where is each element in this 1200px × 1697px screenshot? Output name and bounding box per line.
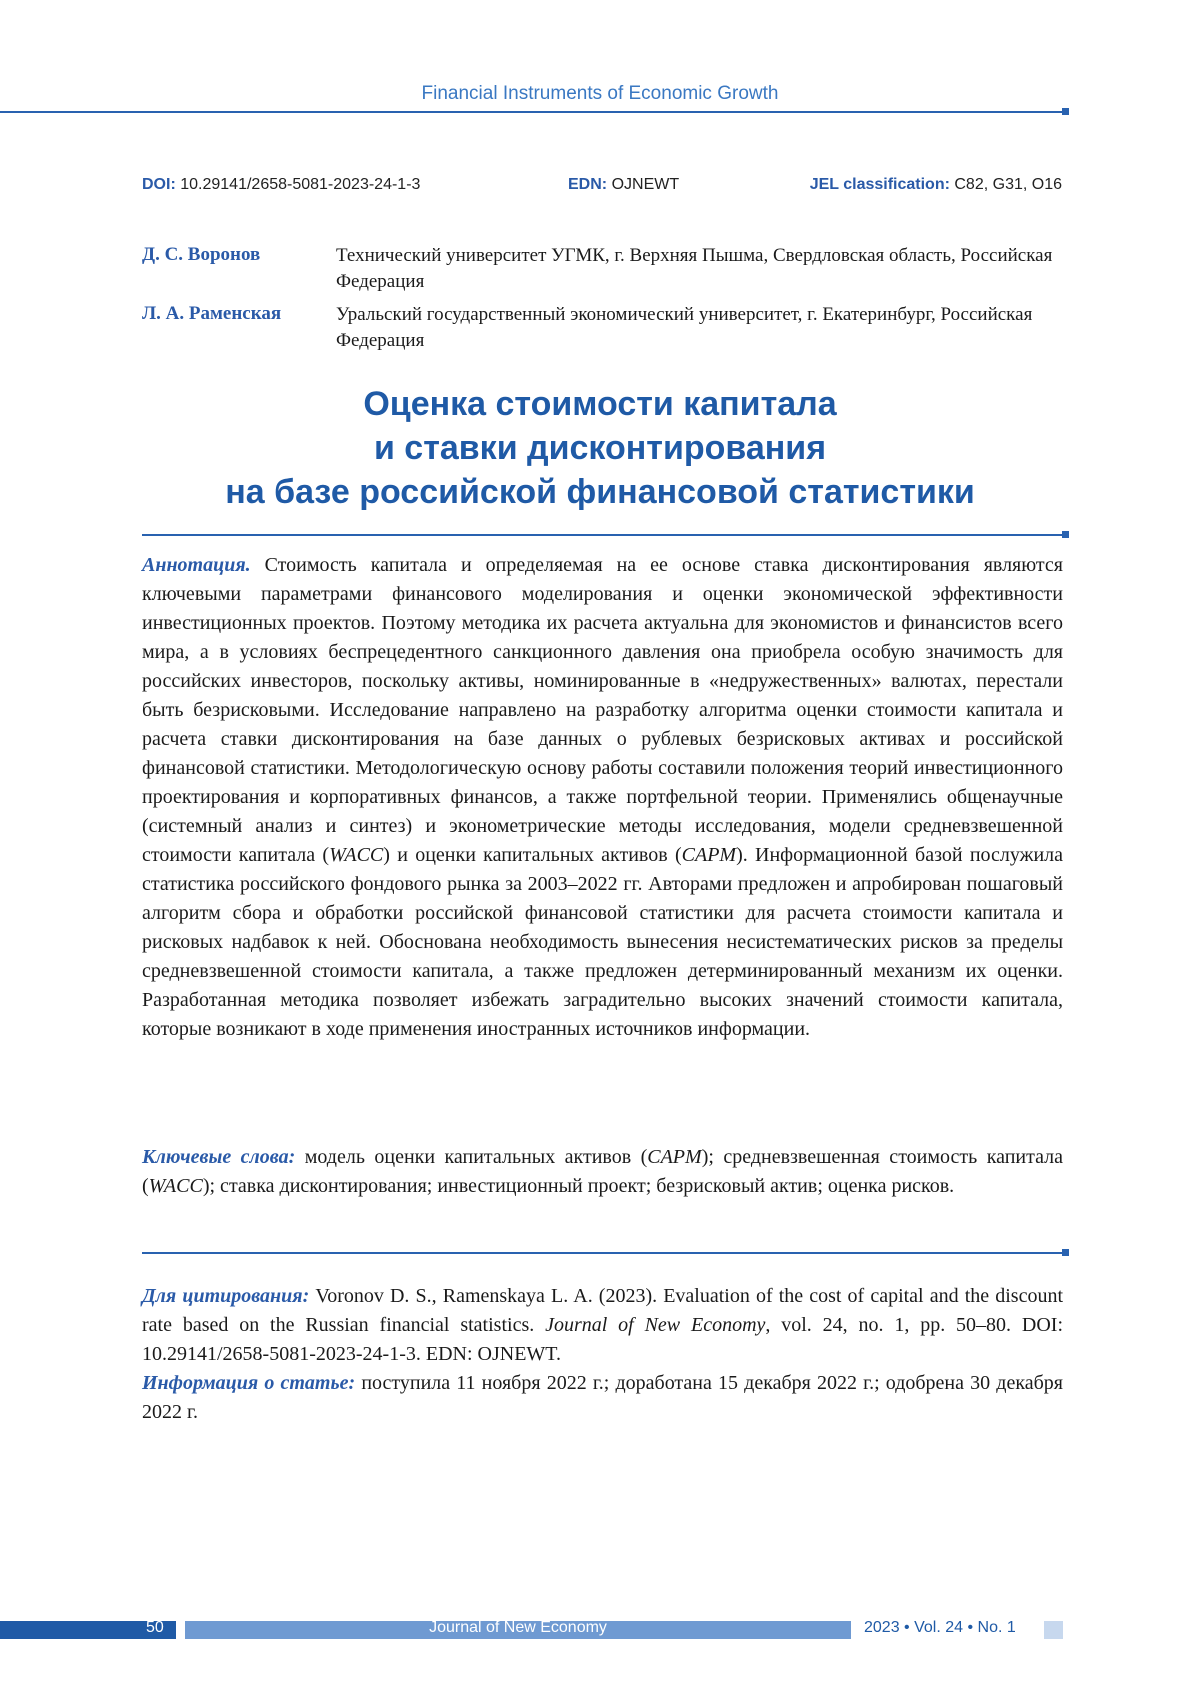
header-rule-end: [1062, 108, 1069, 115]
abstract-capm: CAPM: [682, 844, 736, 866]
keywords-wacc: WACC: [149, 1175, 203, 1197]
keywords-bottom-rule-end: [1062, 1249, 1069, 1256]
article-info: [142, 1369, 1063, 1427]
jel-value: C82, G31, O16: [954, 176, 1062, 193]
footer-issue: 2023 • Vol. 24 • No. 1: [864, 1619, 1016, 1637]
title-line-2: и ставки дисконтирования: [0, 426, 1200, 470]
author-1-name: Д. С. Воронов: [142, 244, 260, 266]
abstract-top-rule: [142, 534, 1062, 536]
doi-value[interactable]: 10.29141/2658-5081-2023-24-1-3: [180, 176, 420, 193]
article-title: [0, 382, 1200, 514]
citation-text-2: , vol. 24, no. 1, pp. 50–80. DOI: 10.29141/2658-5081-2023-24-1-3. EDN: OJNEWT.: [142, 1314, 1063, 1365]
article-info-text: поступила 11 ноября 2022 г.; доработана 15 декабря 2022 г.; одобрена 30 декабря 2022 г.: [142, 1372, 1063, 1423]
doi: [142, 176, 420, 194]
footer-page-number: 50: [146, 1619, 164, 1637]
abstract-wacc: WACC: [329, 844, 383, 866]
running-head: Financial Instruments of Economic Growth: [0, 83, 1200, 105]
title-line-1: Оценка стоимости капитала: [0, 382, 1200, 426]
keywords-text-1: модель оценки капитальных активов (: [305, 1146, 648, 1168]
abstract-text-2: ) и оценки капитальных активов (: [383, 844, 681, 866]
jel: [810, 176, 1062, 194]
doi-label: DOI:: [142, 176, 176, 193]
keywords-text-3: ); ставка дисконтирования; инвестиционный проект; безрисковый актив; оценка рисков.: [203, 1175, 954, 1197]
edn-value: OJNEWT: [612, 176, 680, 193]
keywords-capm: CAPM: [647, 1146, 701, 1168]
citation-journal: Journal of New Economy: [545, 1314, 765, 1336]
author-2-affiliation: Уральский государственный экономический университет, г. Екатеринбург, Российская Федерация: [336, 302, 1076, 354]
author-1-affiliation: Технический университет УГМК, г. Верхняя Пышма, Свердловская область, Российская Федерация: [336, 243, 1076, 295]
abstract: [142, 551, 1063, 1044]
jel-label: JEL classification:: [810, 176, 950, 193]
keywords-bottom-rule: [142, 1252, 1062, 1254]
keywords: [142, 1143, 1063, 1201]
abstract-text-1: Стоимость капитала и определяемая на ее основе ставка дисконтирования являются ключевыми параметрами финансового моделирования и оценки экономической эффективности инвестиционных проектов. Поэтому методика их расчета актуальна для экономистов и финансистов всего мира, а в условиях беспрецедентного санкционного давления она приобрела особую значимость для российских инвесторов, поскольку активы, номинированные в «недружественных» валютах, перестали быть безрисковыми. Исследование направлено на разработку алгоритма оценки стоимости капитала и расчета ставки дисконтирования на базе данных о рублевых безрисковых активах и российской финансовой статистики. Методологическую основу работы составили положения теорий инвестиционного проектирования и корпоративных финансов, а также портфельной теории. Применялись общенаучные (системный анализ и синтез) и эконометрические методы исследования, модели средневзвешенной стоимости капитала (: [142, 554, 1063, 866]
author-2-name: Л. А. Раменская: [142, 303, 281, 325]
abstract-top-rule-end: [1062, 531, 1069, 538]
keywords-text-2: ); средневзвешенная стоимость капитала (: [142, 1146, 1063, 1197]
footer-journal-name: Journal of New Economy: [185, 1619, 851, 1637]
edn: [568, 176, 679, 194]
edn-label: EDN:: [568, 176, 607, 193]
article-info-label: Информация о статье:: [142, 1372, 355, 1394]
citation-text-1: Voronov D. S., Ramenskaya L. A. (2023). Evaluation of the cost of capital and the discount rate based on the Russian financial statistics.: [142, 1285, 1063, 1336]
header-rule: [0, 111, 1062, 113]
abstract-label: Аннотация.: [142, 554, 251, 576]
citation: [142, 1282, 1063, 1369]
citation-label: Для цитирования:: [142, 1285, 309, 1307]
abstract-text-3: ). Информационной базой послужила статистика российского фондового рынка за 2003–2022 гг. Авторами предложен и апробирован пошаговый алгоритм сбора и обработки российской финансовой статистики для расчета стоимости капитала и рисковых надбавок к ней. Обоснована необходимость вынесения несистематических рисков за пределы средневзвешенной стоимости капитала, а также предложен детерминированный механизм их оценки. Разработанная методика позволяет избежать заградительно высоких значений стоимости капитала, которые возникают в ходе применения иностранных источников информации.: [142, 844, 1063, 1040]
footer-end-block: [1044, 1621, 1063, 1639]
keywords-label: Ключевые слова:: [142, 1146, 295, 1168]
title-line-3: на базе российской финансовой статистики: [0, 470, 1200, 514]
